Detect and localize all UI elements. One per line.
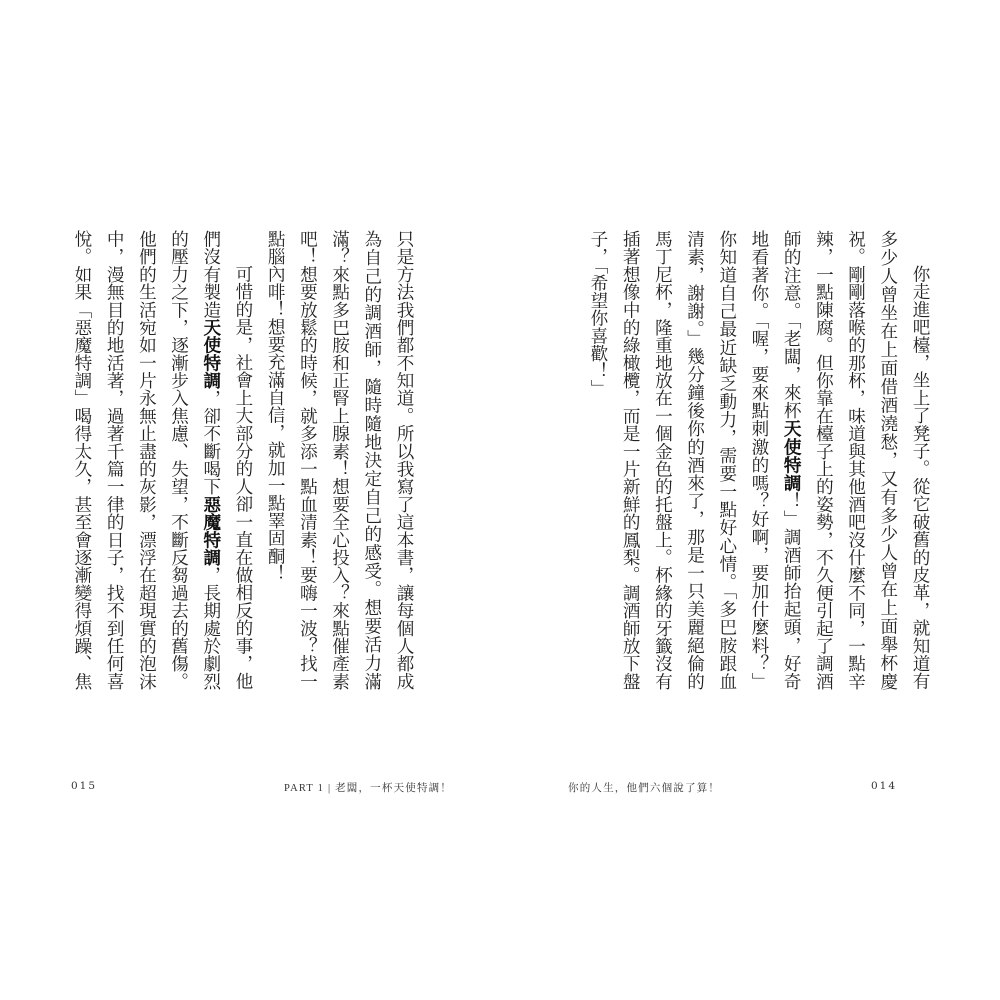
paragraph <box>582 230 936 690</box>
page-number: 015 <box>71 780 98 792</box>
text-run: ，卻不斷喝下 <box>200 389 221 496</box>
paragraph <box>259 230 420 690</box>
running-title: PART 1 | 老闆，一杯天使特調！ <box>284 783 453 794</box>
bold-phrase: 惡魔特調 <box>200 495 222 567</box>
bold-phrase: 天使特調 <box>200 318 222 390</box>
right-page-body <box>582 230 936 690</box>
paragraph <box>66 230 259 690</box>
text-run: 你走進吧檯，坐上了凳子。從它破舊的皮革，就知道有多少人曾坐在上面借酒澆愁，又有多少人曾在上面舉杯慶祝。剛剛落喉的那杯，味道與其他酒吧沒什麼不同，一點辛辣，一點陳腐。但你靠在檯子上的姿勢，不久便引起了調酒師的注意。「老闆，來杯 <box>781 230 930 690</box>
text-run: 只是方法我們都不知道。所以我寫了這本書，讓每個人都成為自己的調酒師，隨時隨地決定自己的感受。想要活力滿滿？來點多巴胺和正腎上腺素！想要全心投入？來點催產素吧！想要放鬆的時候，就多添一點血清素！要嗨一波？找一點腦內啡！想要充滿自信，就加一點睪固酮！ <box>265 230 414 690</box>
left-page-body <box>66 230 420 690</box>
right-page-footer <box>500 780 1000 796</box>
running-title: 你的人生，他們六個說了算！ <box>568 783 721 794</box>
page-number: 014 <box>871 780 898 792</box>
right-page <box>500 0 1000 1000</box>
left-page-footer <box>0 780 500 796</box>
text-run: 可惜的是，社會上大部分的人卻一直在做相反的事，他們沒有製造 <box>200 230 253 690</box>
text-run: ，長期處於劇烈的壓力之下，逐漸步入焦慮、失望，不斷反芻過去的舊傷。他們的生活宛如一片永無止盡的灰影，漂浮在超現實的泡沫中，漫無目的地活著，過著千篇一律的日子，找不到任何喜悅。如果「惡魔特調」喝得太久，甚至會逐漸變得煩躁、焦 <box>71 230 221 690</box>
bold-phrase: 天使特調 <box>781 419 803 492</box>
text-run: ！」調酒師抬起頭，好奇地看著你。「喔，要來點刺激的嗎？好啊，要加什麼料？」你知道自己最近缺乏動力，需要一點好心情。「多巴胺跟血清素，謝謝。」幾分鐘後你的酒來了，那是一只美麗絕倫的馬丁尼杯，隆重地放在一個金色的托盤上。杯緣的牙籤沒有插著想像中的綠橄欖，而是一片新鮮的鳳梨。調酒師放下盤子，「希望你喜歡！」 <box>587 230 802 690</box>
